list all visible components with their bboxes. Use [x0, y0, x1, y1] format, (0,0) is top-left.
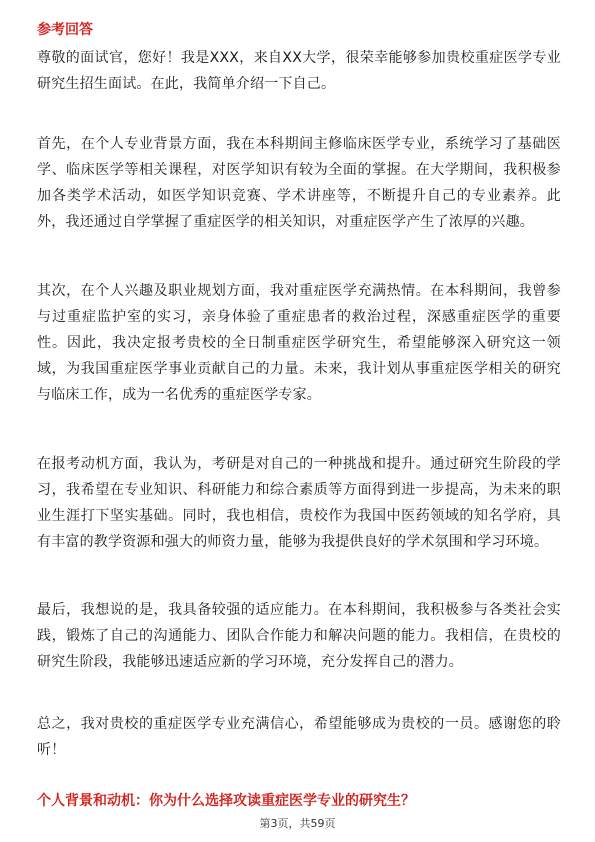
- answer-heading: 参考回答: [37, 22, 93, 38]
- paragraph-interest: 其次，在个人兴趣及职业规划方面，我对重症医学充满热情。在本科期间，我曾参与过重症监护室的实习，亲身体验了重症患者的救治过程，深感重症医学的重要性。因此，我决定报考贵校的全日制重症医学研究生，希望能够深入研究这一领域，为我国重症医学事业贡献自己的力量。未来，我计划从事重症医学相关的研究与临床工作，成为一名优秀的重症医学专家。: [37, 283, 561, 403]
- paragraph-background: 首先，在个人专业背景方面，我在本科期间主修临床医学专业，系统学习了基础医学、临床医学等相关课程，对医学知识有较为全面的掌握。在大学期间，我积极参加各类学术活动，如医学知识竞赛、学术讲座等，不断提升自己的专业素养。此外，我还通过自学掌握了重症医学的相关知识，对重症医学产生了浓厚的兴趣。: [37, 136, 561, 230]
- paragraph-motivation: 在报考动机方面，我认为，考研是对自己的一种挑战和提升。通过研究生阶段的学习，我希望在专业知识、科研能力和综合素质等方面得到进一步提高，为未来的职业生涯打下坚实基础。同时，我也相信，贵校作为我国中医药领域的知名学府，具有丰富的教学资源和强大的师资力量，能够为我提供良好的学术氛围和学习环境。: [37, 456, 561, 550]
- page-number: 第3页，共59页: [259, 817, 336, 830]
- paragraph-conclusion: 总之，我对贵校的重症医学专业充满信心，希望能够成为贵校的一员。感谢您的聆听！: [37, 716, 561, 758]
- next-question-heading: 个人背景和动机：你为什么选择攻读重症医学专业的研究生？: [37, 793, 415, 809]
- paragraph-greeting: 尊敬的面试官，您好！我是XXX，来自XX大学，很荣幸能够参加贵校重症医学专业研究生招生面试。在此，我简单介绍一下自己。: [37, 50, 561, 92]
- paragraph-adaptability: 最后，我想说的是，我具备较强的适应能力。在本科期间，我积极参与各类社会实践，锻炼了自己的沟通能力、团队合作能力和解决问题的能力。我相信，在贵校的研究生阶段，我能够迅速适应新的学习环境，充分发挥自己的潜力。: [37, 602, 561, 670]
